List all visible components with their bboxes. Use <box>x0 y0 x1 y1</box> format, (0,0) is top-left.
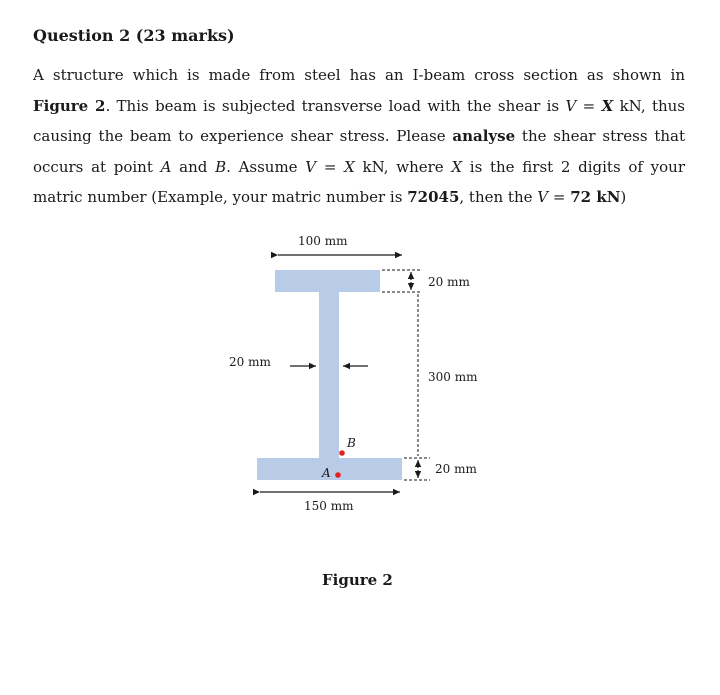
variable-v: V <box>305 157 317 176</box>
point-a-ref: A <box>160 157 172 176</box>
text-fragment: , then the <box>459 188 538 206</box>
variable-v: V <box>537 188 549 206</box>
text-fragment: = <box>316 157 345 176</box>
variable-x: X <box>344 157 355 176</box>
text-fragment: . Assume <box>226 157 306 176</box>
top-flange-thickness-label: 20 mm <box>428 275 470 289</box>
top-width-label: 100 mm <box>298 234 348 248</box>
text-fragment: causing the beam to experience shear stress. Please <box>33 127 453 145</box>
point-b-ref: B <box>215 157 227 176</box>
point-b-label: B <box>347 436 356 450</box>
point-a-marker <box>335 472 341 478</box>
text-fragment: matric number (Example, your matric number is <box>33 188 408 206</box>
variable-x: X <box>601 96 614 115</box>
text-fragment: is the first 2 digits of your <box>462 157 685 176</box>
point-a-label: A <box>322 466 331 480</box>
text-fragment: kN, where <box>354 157 452 176</box>
bottom-width-label: 150 mm <box>304 499 354 513</box>
figure-caption: Figure 2 <box>322 571 393 589</box>
total-height-label: 300 mm <box>428 370 478 384</box>
i-beam-section <box>257 270 402 480</box>
analyse-emphasis: analyse <box>452 127 516 145</box>
variable-x: X <box>451 157 463 176</box>
text-fragment: the shear stress that <box>515 127 685 145</box>
web <box>319 292 339 458</box>
question-heading: Question 2 (23 marks) <box>33 26 235 45</box>
text-fragment: . This beam is subjected transverse load with the shear is <box>105 96 566 115</box>
text-fragment: ) <box>620 188 627 206</box>
text-fragment: = <box>548 188 571 206</box>
text-fragment: kN, thus <box>613 96 686 115</box>
point-b-marker <box>339 450 345 456</box>
text-line-1: A structure which is made from steel has an I-beam cross section as shown in <box>33 66 685 84</box>
variable-v: V <box>565 96 577 115</box>
example-matric-number: 72045 <box>407 188 460 206</box>
bottom-flange-thickness-label: 20 mm <box>435 462 477 476</box>
text-fragment: and <box>171 157 216 176</box>
figure-reference: Figure 2 <box>33 96 106 115</box>
top-flange <box>275 270 380 292</box>
text-fragment: occurs at point <box>33 157 161 176</box>
web-thickness-label: 20 mm <box>229 355 271 369</box>
text-fragment: = <box>576 96 602 115</box>
example-shear-value: 72 kN <box>570 188 621 206</box>
